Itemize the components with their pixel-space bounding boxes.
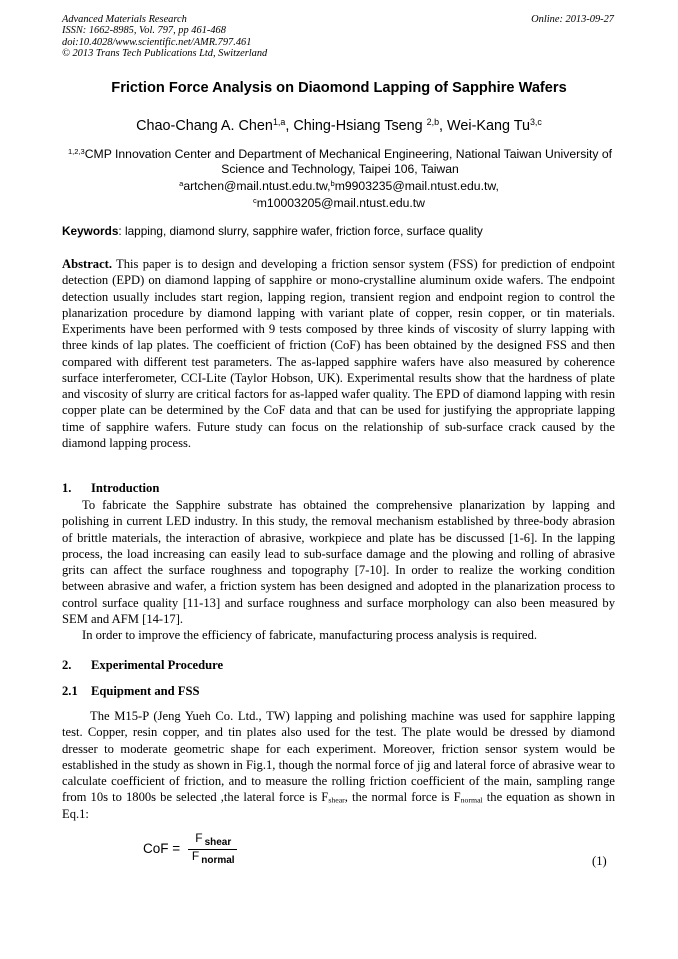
numerator-symbol: F — [195, 831, 203, 845]
journal-name: Advanced Materials Research — [62, 14, 187, 25]
section-number: 2. — [62, 658, 72, 672]
author-name: Chao-Chang A. Chen — [136, 118, 273, 134]
affiliation — [62, 147, 618, 176]
equation-fraction — [188, 832, 237, 867]
email-line-2 — [0, 196, 678, 210]
subscript-shear: shear — [328, 795, 345, 805]
equation-number: (1) — [592, 854, 607, 868]
equipment-paragraph — [62, 708, 615, 822]
equation-lhs: CoF = — [143, 841, 181, 857]
email-sup: a — [179, 178, 184, 188]
doi-line: doi:10.4028/www.scientific.net/AMR.797.461 — [62, 36, 252, 48]
abstract-label: Abstract. — [62, 257, 113, 271]
email-line-1 — [0, 179, 678, 193]
online-date: Online: 2013-09-27 — [531, 14, 614, 25]
issn-line: ISSN: 1662-8985, Vol. 797, pp 461-468 — [62, 25, 226, 37]
equipment-text-mid: , the normal force is F — [344, 790, 461, 805]
section-number: 1. — [62, 481, 72, 495]
section-title: Introduction — [91, 481, 160, 495]
denominator-symbol: F — [191, 849, 200, 864]
paper-title: Friction Force Analysis on Diaomond Lapping of Sapphire Wafers — [111, 80, 567, 96]
abstract — [62, 256, 615, 451]
author-name: Wei-Kang Tu — [447, 118, 530, 134]
email-b: m9903235@mail.ntust.edu.tw, — [334, 179, 499, 193]
email-sup: b — [330, 178, 335, 188]
keywords-text: : lapping, diamond slurry, sapphire wafer, friction force, surface quality — [118, 224, 483, 238]
section-heading-experimental — [62, 658, 223, 673]
equation-denominator — [188, 850, 237, 867]
denominator-subscript: normal — [201, 855, 235, 867]
equation-numerator — [188, 832, 237, 850]
abstract-text: This paper is to design and developing a friction sensor system (FSS) for prediction of endpoint detection (EPD) on diamond lapping of sapphire or mono-crystalline aluminum oxide wafers. The endpoint detection usually includes start region, lapping region, transient region and endpoint region to control the planarization procedure by diamond lapping with variant plate of copper, resin copper, or tin materials. Experiments have been performed with 9 tests composed by three kinds of viscosity of slurry lapping with three kinds of lap plates. The coefficient of friction (CoF) has been obtained by the designed FSS and then compared with different test parameters. The as-lapped sapphire wafers have also measured by coherence surface interferometer, CCI-Lite (Taylor Hobson, UK). Experimental results show that the hardness of plate and viscosity of slurry are critical factors for as-lapped wafer quality. The EPD of diamond lapping with resin copper plate can be determined by the CoF data and that can be used for justifying the appropriate lapping time of sapphire wafers. Future study can focus on the relationship of sub-surface crack caused by the diamond lapping process. — [62, 257, 615, 450]
subsection-heading-equipment — [62, 684, 200, 699]
keywords-label: Keywords — [62, 224, 119, 238]
introduction-paragraph-1: To fabricate the Sapphire substrate has obtained the comprehensive planarization by lapping and polishing in current LED industry. In this study, the removal mechanism established by three-body abrasion of brittle materials, the interaction of abrasive, workpiece and plate has be discussed [1-6]. In the lapping process, the load increasing can easily lead to sub-surface damage and the plowing and rolling of abrasive grits can affect the surface roughness and topography [7-10]. In order to realize the working condition between abrasive and wafer, a friction system has been designed and adopted in the planarization process to control surface quality [11-13] and surface roughness and surface morphology can also been measured by SEM and AFM [14-17]. — [62, 498, 615, 626]
affiliation-text: CMP Innovation Center and Department of Mechanical Engineering, National Taiwan University of Science and Technology, Taipei 106, Taiwan — [84, 147, 613, 176]
copyright-line: © 2013 Trans Tech Publications Ltd, Switzerland — [62, 47, 268, 59]
author-sup: 3,c — [529, 117, 542, 128]
author-name: Ching-Hsiang Tseng — [293, 118, 423, 134]
author-list: Chao-Chang A. Chen$^{1,a}$, Ching-Hsiang Tseng $^{2,b}$, Wei-Kang Tu$^{3,c}$ — [136, 117, 542, 134]
equipment-text-end: the equation as shown in Eq.1: — [62, 790, 616, 821]
author-sup: 1,a — [272, 117, 286, 128]
section-heading-introduction — [62, 481, 159, 496]
equipment-text: The M15-P (Jeng Yueh Co. Ltd., TW) lapping and polishing machine was used for sapphire lapping test. Copper, resin copper, and tin plates also used for the test. The plate would be dressed by diamond dresser to moderate geometric shape for each experiment. Moreover, friction sensor system would be established in the study as shown in Fig.1, though the normal force of jig and lateral force of abrasive wear to calculate coefficient of friction, and to measure the rolling friction coefficient of the main, sampling range from 10s to 1800s be selected ,the lateral force is F — [62, 709, 615, 805]
email-a: artchen@mail.ntust.edu.tw, — [183, 179, 331, 193]
email-c: m10003205@mail.ntust.edu.tw — [256, 196, 425, 210]
subsection-number: 2.1 — [62, 684, 78, 698]
equation-cof — [143, 832, 237, 867]
email-sup: c — [253, 195, 257, 205]
numerator-subscript: shear — [204, 837, 232, 849]
subscript-normal: normal — [460, 795, 483, 805]
section-title: Experimental Procedure — [91, 658, 224, 672]
keywords — [62, 224, 618, 238]
affiliation-sup: 1,2,3 — [67, 146, 85, 156]
subsection-title: Equipment and FSS — [91, 684, 200, 698]
journal-header — [62, 14, 267, 59]
introduction-paragraph-2: In order to improve the efficiency of fabricate, manufacturing process analysis is required. — [82, 628, 538, 642]
author-sup: 2,b — [426, 117, 440, 128]
